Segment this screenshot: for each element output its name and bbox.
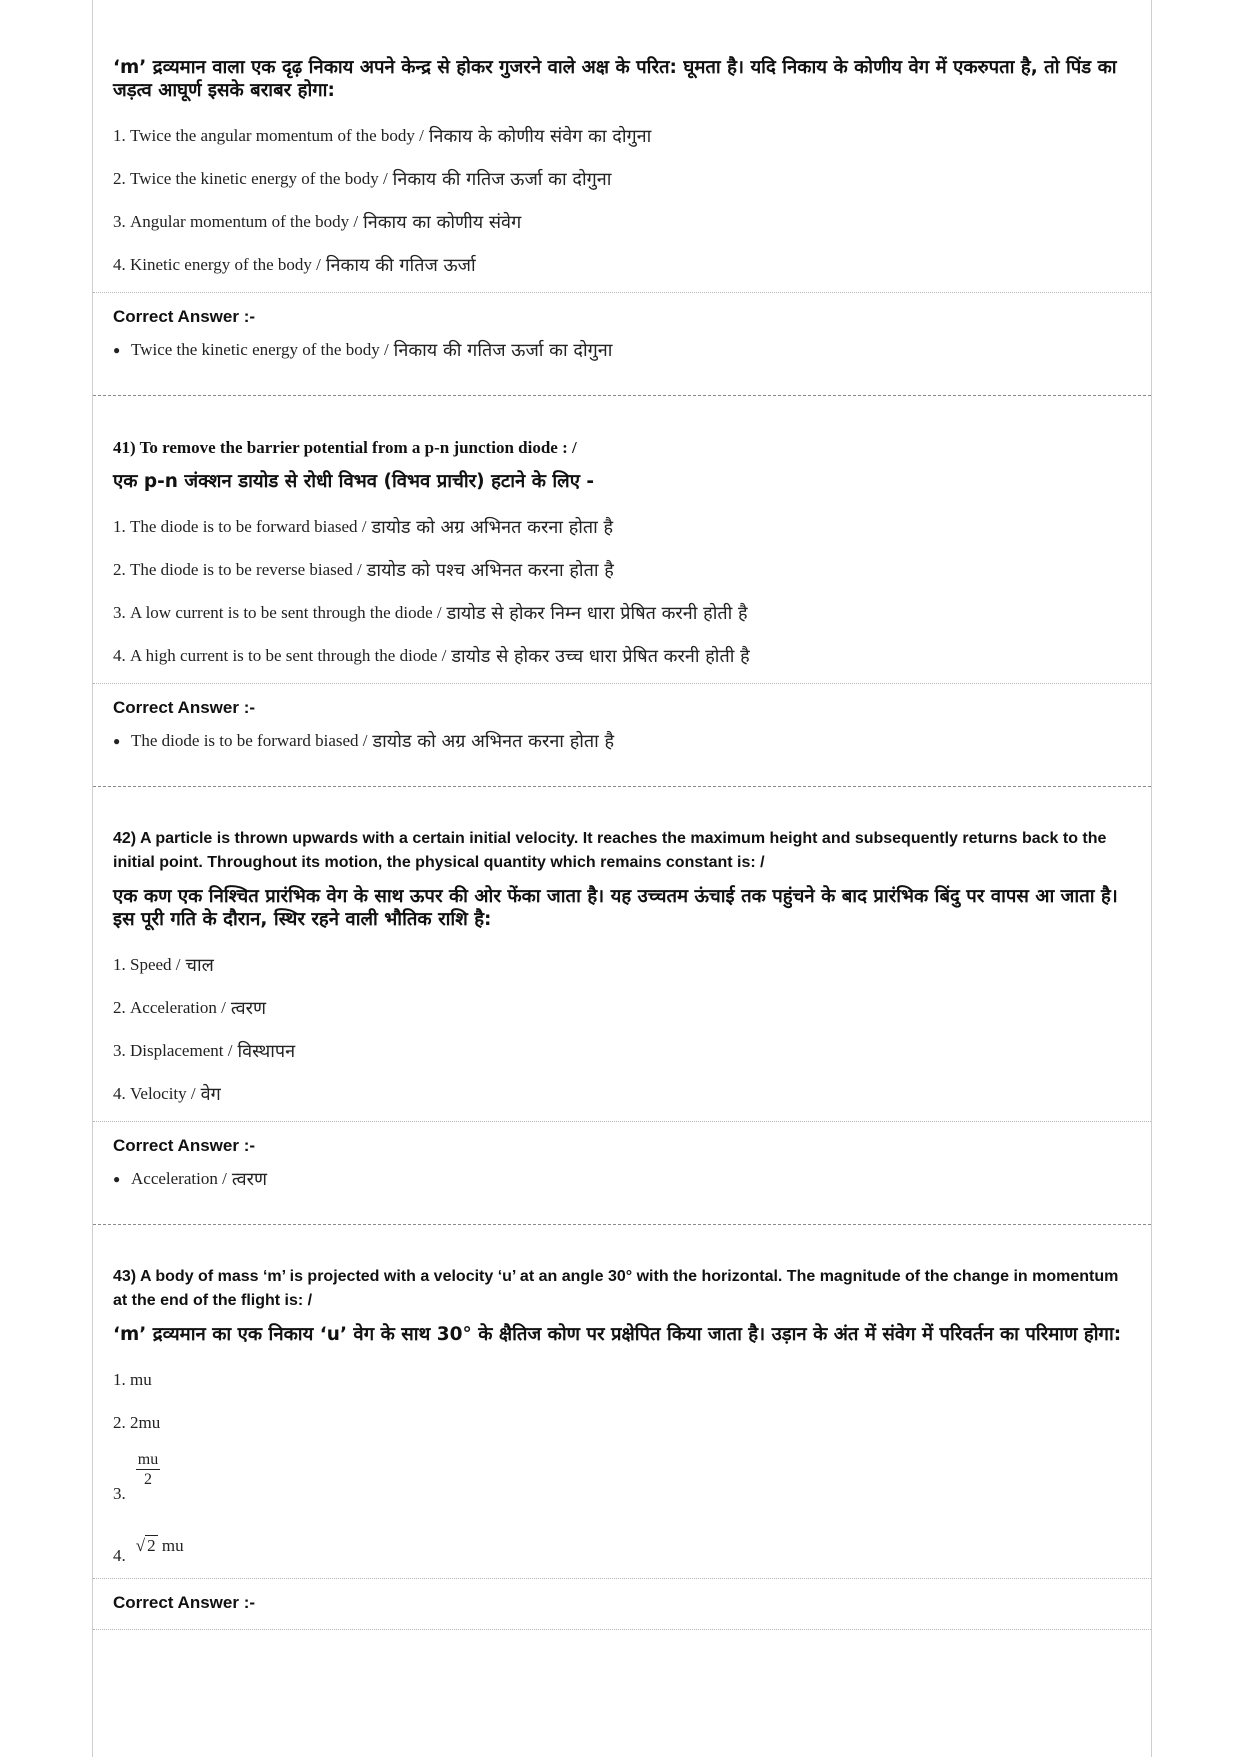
question-40-hindi: ‘m’ द्रव्यमान वाला एक दृढ़ निकाय अपने केन्द्र से होकर गुजरने वाले अक्ष के परित: घूमता है। यदि निकाय के कोणीय वेग में एकरुपता है, तो पिंड का जड़त्व आघूर्ण इसके बराबर होगा: [113,57,1117,101]
correct-answer-label: Correct Answer :- [113,1136,256,1155]
divider [93,292,1151,293]
option-3: 3. Angular momentum of the body / निकाय का कोणीय संवेग [113,211,522,233]
correct-answer: ● Acceleration / त्वरण [113,1169,267,1190]
correct-answer-label: Correct Answer :- [113,698,256,717]
option-2: 2. The diode is to be reverse biased / डायोड को पश्च अभिनत करना होता है [113,559,614,581]
question-43-options [113,1358,1131,1572]
bullet-icon: ● [113,342,121,357]
question-43-english: 43) A body of mass ‘m’ is projected with a velocity ‘u’ at an angle 30° with the horizontal. The magnitude of the change in momentum at the end of the flight is: / [113,1268,1119,1309]
question-42 [93,787,1151,1225]
option-3: 3. Displacement / विस्थापन [113,1040,296,1062]
correct-answer: ● The diode is to be forward biased / डायोड को अग्र अभिनत करना होता है [113,731,615,752]
question-41 [93,396,1151,787]
option-2: 2. 2mu [113,1412,161,1432]
question-42-english: 42) A particle is thrown upwards with a certain initial velocity. It reaches the maximum height and subsequently returns back to the initial point. Throughout its motion, the physical quantity which remains constant is: / [113,830,1107,871]
sqrt-2-mu: √ 2 mu [135,1536,184,1555]
option-3: 3. $\frac{mu}{2}$ [113,1451,159,1503]
option-4: 4. A high current is to be sent through the diode / डायोड से होकर उच्च धारा प्रेषित करनी होती है [113,645,750,667]
document-page [92,0,1152,1757]
question-43 [93,1225,1151,1630]
correct-answer-label: Correct Answer :- [113,307,256,326]
question-42-hindi: एक कण एक निश्चित प्रारंभिक वेग के साथ ऊपर की ओर फेंका जाता है। यह उच्चतम ऊंचाई तक पहुंचने के बाद प्रारंभिक बिंदु पर वापस आ जाता है। इस पूरी गति के दौरान, स्थिर रहने वाली भौतिक राशि है: [113,886,1118,930]
option-4: 4. √ 2 mu [113,1536,184,1565]
question-41-options [113,505,1131,677]
question-40 [93,0,1151,396]
bullet-icon: ● [113,1171,121,1186]
divider [93,1629,1151,1630]
fraction-mu-over-2: $\frac{mu}{2}$ [137,1451,159,1488]
option-3: 3. A low current is to be sent through the diode / डायोड से होकर निम्न धारा प्रेषित करनी होती है [113,602,748,624]
option-2: 2. Twice the kinetic energy of the body / निकाय की गतिज ऊर्जा का दोगुना [113,168,612,190]
question-42-options [113,943,1131,1115]
question-41-hindi: एक p-n जंक्शन डायोड से रोधी विभव (विभव प्राचीर) हटाने के लिए - [113,471,595,492]
option-4: 4. Velocity / वेग [113,1083,221,1105]
option-1: 1. Twice the angular momentum of the body / निकाय के कोणीय संवेग का दोगुना [113,125,652,147]
question-41-english: 41) To remove the barrier potential from a p-n junction diode : / [113,438,577,457]
correct-answer-label: Correct Answer :- [113,1593,256,1612]
bullet-icon: ● [113,733,121,748]
question-40-options [113,114,1131,286]
divider [93,1121,1151,1122]
option-2: 2. Acceleration / त्वरण [113,997,266,1019]
divider [93,683,1151,684]
option-1: 1. Speed / चाल [113,954,214,976]
option-4: 4. Kinetic energy of the body / निकाय की गतिज ऊर्जा [113,254,476,276]
divider [93,1578,1151,1579]
option-1: 1. The diode is to be forward biased / डायोड को अग्र अभिनत करना होता है [113,516,614,538]
correct-answer: ● Twice the kinetic energy of the body / निकाय की गतिज ऊर्जा का दोगुना [113,340,613,361]
question-43-hindi: ‘m’ द्रव्यमान का एक निकाय ‘u’ वेग के साथ 30° के क्षैतिज कोण पर प्रक्षेपित किया जाता है। उड़ान के अंत में संवेग में परिवर्तन का परिमाण होगा: [113,1324,1122,1345]
option-1: 1. mu [113,1369,152,1389]
